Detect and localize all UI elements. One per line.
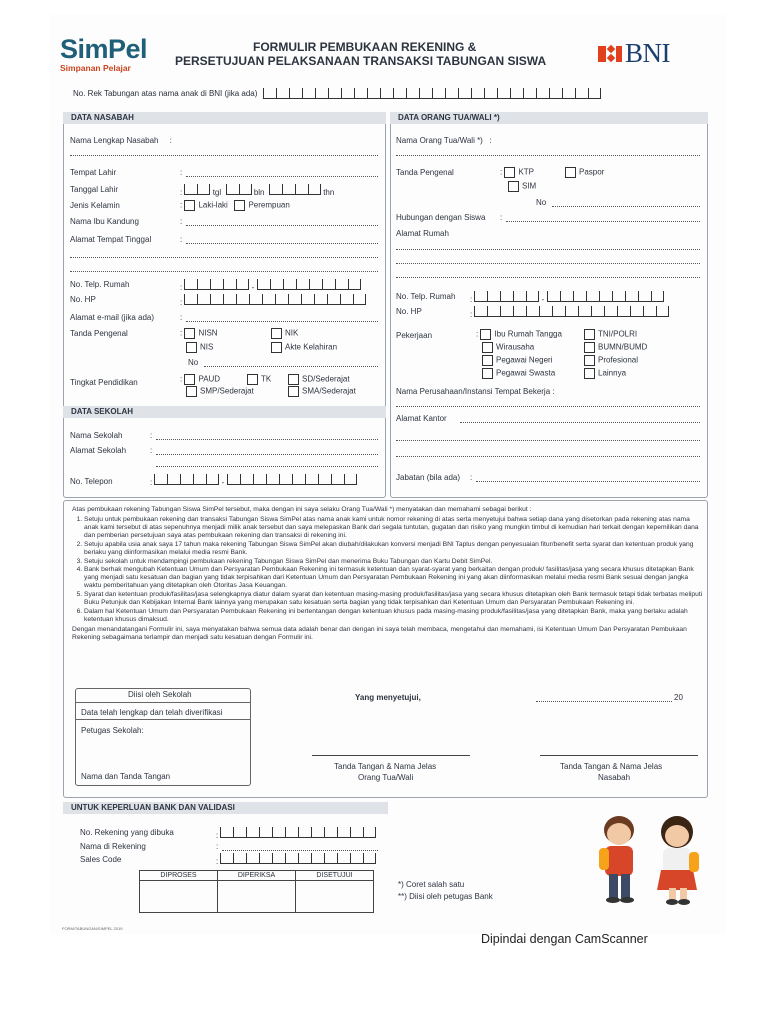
email-field[interactable] [186,321,378,322]
bni-logo-text: BNI [625,38,670,68]
yang-menyetujui-label: Yang menyetujui, [355,693,421,702]
alamat-sekolah-field-1[interactable] [156,454,378,455]
students-illustration [585,808,715,912]
ktp-checkbox[interactable] [504,167,515,178]
diproses-header: DIPROSES [140,871,218,881]
alamat-sekolah-label: Alamat Sekolah [70,446,127,455]
ortu-signature-label-2: Orang Tua/Wali [358,773,414,782]
alamat-rumah-field-1[interactable] [396,249,700,250]
ortu-telp-field[interactable]: : - [470,291,664,304]
alamat-field-3[interactable] [70,271,378,272]
diperiksa-cell[interactable] [218,881,296,913]
tanda-pengenal-ortu-label: Tanda Pengenal [396,168,454,177]
pekerjaan-label: Pekerjaan [396,331,433,340]
alamat-sekolah-field-2[interactable] [156,466,378,467]
no-rekening-label: No. Rekening yang dibuka [80,828,174,837]
nisn-checkbox[interactable] [184,328,195,339]
form-title-line2: PERSETUJUAN PELAKSANAAN TRANSAKSI TABUNGAN SISWA [175,54,547,68]
form-title-line1: FORMULIR PEMBUKAAN REKENING & [253,40,477,54]
data-sekolah-title: DATA SEKOLAH [63,406,386,418]
smp-checkbox[interactable] [186,386,197,397]
sales-code-field[interactable]: : [216,853,376,866]
disetujui-cell[interactable] [296,881,374,913]
nama-sekolah-field[interactable] [156,439,378,440]
ortu-hp-label: No. HP [396,307,422,316]
simpel-logo-text: SimPel [60,34,148,64]
simpel-logo [60,34,147,73]
ps-checkbox[interactable] [482,368,493,379]
no-rekening-field[interactable]: : [216,827,376,840]
alamat-field-2[interactable] [70,257,378,258]
nama-ttd-label: Nama dan Tanda Tangan [81,772,171,781]
form-title [175,40,585,68]
alamat-kantor-field-1[interactable] [460,422,700,423]
tanda-pengenal-label: Tanda Pengenal [70,329,128,338]
laki-checkbox[interactable] [184,200,195,211]
petugas-sekolah-label: Petugas Sekolah: [81,726,144,735]
disetujui-header: DISETUJUI [296,871,374,881]
id-no-label: No [188,358,199,367]
terms-list [72,516,704,624]
data-orangtua-title: DATA ORANG TUA/WALI *) [390,112,708,124]
jabatan-field[interactable] [476,481,700,482]
terms-item: 4. Bank berhak mengubah Ketentuan Umum dan Persyaratan Pembukaan Rekening ini termasuk ketentuan dan syarat-syarat yang berkaitan dengan produk/ fasilitas/jasa yang secara khusus ditetapkan Bank yang menjadi satu kesatuan dan bagian yang tidak terpisahkan dari Ketentuan Umum dan Persyaratan Pembukaan Rekening ini yang akan diinformasikan melalui media resmi Bank sesuai dengan jangka waktu pemberitahuan yang ditetapkan oleh Otoritas Jasa Keuangan. [84,566,704,590]
ibu-kandung-field[interactable] [186,225,378,226]
alamat-kantor-label: Alamat Kantor [396,414,447,423]
nama-lengkap-field[interactable] [70,155,378,156]
nasabah-signature-line[interactable] [540,755,698,756]
hubungan-label: Hubungan dengan Siswa [396,213,486,222]
tanggal-lahir-field[interactable]: : tgl bln thn [180,184,334,197]
data-nasabah-panel [63,112,386,408]
ortu-id-no-label: No [536,198,547,207]
note-petugas: **) Diisi oleh petugas Bank [398,892,493,901]
nasabah-signature-label-1: Tanda Tangan & Nama Jelas [560,762,663,771]
nis-checkbox[interactable] [186,342,197,353]
alamat-kantor-field-3[interactable] [396,456,700,457]
terms-item: 1. Setuju untuk pembukaan rekening dan transaksi Tabungan Siswa SimPel atas nama anak kami untuk nomor rekening di atas serta menyetujui bahwa setiap dana yang disetorkan pada rekening atas nama anak kami tersebut di atas sepenuhnya menjadi milik anak tersebut dan saya melepaskan Bank dari segala tuntutan, gugatan dan risiko yang mungkin timbul di kemudian hari terkait dengan kepemilikan dana dan pemberian persetujuan saya atas pembukaan rekening dan transaksi di rekening ini. [84,516,704,540]
profesional-checkbox[interactable] [584,355,595,366]
date-field[interactable] [536,701,672,702]
terms-item: 5. Syarat dan ketentuan produk/fasilitas/jasa selengkapnya diatur dalam syarat dan ketentuan masing-masing produk/fasilitas/jasa yang secara khusus ditetapkan oleh Bank termasuk tetapi tidak terbatas meliputi Buku Petunjuk dan Kebijakan Internal Bank lainnya yang merupakan satu kesatuan serta bagian yang tidak terpisahkan dari Ketentuan Umum dan Persyaratan Pembukaan Rekening ini. [84,591,704,607]
form-code: FORM/TABUNGAN/SIMPEL 2019 [62,926,123,931]
account-number-boxes[interactable] [263,88,601,99]
approval-table [139,870,374,913]
sales-code-label: Sales Code [80,855,122,864]
account-number-row [73,88,601,99]
ortu-id-no-field[interactable] [552,206,700,207]
akte-checkbox[interactable] [271,342,282,353]
telepon-sekolah-label: No. Telepon [70,477,113,486]
terms-item: 3. Setuju sekolah untuk mendampingi pembukaan rekening Tabungan Siswa SimPel dan menerima Buku Tabungan dan Kartu Debit SimPel. [84,558,704,566]
date-year-label: 20 [674,693,683,702]
nik-checkbox[interactable] [271,328,282,339]
perusahaan-field[interactable] [396,406,700,407]
telp-rumah-label: No. Telp. Rumah [70,280,130,289]
ortu-signature-label-1: Tanda Tangan & Nama Jelas [334,762,437,771]
data-nasabah-title: DATA NASABAH [63,112,386,124]
alamat-rumah-field-3[interactable] [396,277,700,278]
bni-logo [598,38,670,69]
sma-checkbox[interactable] [288,386,299,397]
jabatan-label: Jabatan (bila ada) [396,473,461,482]
terms-intro: Atas pembukaan rekening Tabungan Siswa SimPel tersebut, maka dengan ini saya selaku Orang Tua/Wali *) menyatakan dan memahami sebagai berikut : [72,506,532,513]
ibu-kandung-label: Nama Ibu Kandung [70,217,139,226]
school-verification-title: Diisi oleh Sekolah [128,690,192,699]
sim-checkbox[interactable] [508,181,519,192]
alamat-field-1[interactable] [186,243,378,244]
account-number-label: No. Rek Tabungan atas nama anak di BNI (jika ada) [73,89,258,98]
ortu-signature-line[interactable] [312,755,470,756]
bni-logo-icon [598,44,622,64]
pn-checkbox[interactable] [482,355,493,366]
nama-rekening-label: Nama di Rekening [80,842,146,851]
perusahaan-label: Nama Perusahaan/Instansi Tempat Bekerja : [396,387,555,396]
terms-closing: Dengan menandatangani Formulir ini, saya menyatakan bahwa semua data adalah benar dan dengan ini saya telah membaca, mengetahui dan memahami, isi Ketentuan Umum Dan Persyaratan Pembukaan Rekening sebagaimana terlampir dan menjadi satu kesatuan dengan Formulir ini. [72,625,687,641]
tempat-lahir-label: Tempat Lahir [70,168,117,177]
alamat-rumah-field-2[interactable] [396,263,700,264]
nama-lengkap-label: Nama Lengkap Nasabah : [70,136,172,145]
paspor-checkbox[interactable] [565,167,576,178]
alamat-label: Alamat Tempat Tinggal [70,235,152,244]
nama-ortu-field[interactable] [396,155,700,156]
note-coret: *) Coret salah satu [398,880,465,889]
hp-label: No. HP [70,295,96,304]
terms-text [72,506,704,642]
lainnya-checkbox[interactable] [584,368,595,379]
alamat-kantor-field-2[interactable] [396,440,700,441]
sd-checkbox[interactable] [288,374,299,385]
terms-item: 6. Dalam hal Ketentuan Umum dan Persyaratan Pembukaan Rekening ini bertentangan dengan ketentuan khusus pada masing-masing produk/fasilitas/jasa yang ditetapkan Bank, maka yang berlaku adalah ketentuan khusus dimaksud. [84,608,704,624]
tempat-lahir-field[interactable] [186,176,378,177]
wirausaha-checkbox[interactable] [482,342,493,353]
telepon-sekolah-field[interactable]: : - [150,474,357,487]
diproses-cell[interactable] [140,881,218,913]
bumn-checkbox[interactable] [584,342,595,353]
alamat-rumah-label: Alamat Rumah [396,229,449,238]
jenis-kelamin-label: Jenis Kelamin [70,201,120,210]
tingkat-pendidikan-label: Tingkat Pendidikan [70,378,138,387]
hubungan-field[interactable] [506,221,700,222]
school-verified-label: Data telah lengkap dan telah diverifikasi [81,708,223,717]
perempuan-checkbox[interactable] [234,200,245,211]
irt-checkbox[interactable] [480,329,491,340]
ortu-telp-label: No. Telp. Rumah [396,292,456,301]
camscanner-watermark: Dipindai dengan CamScanner [481,932,648,946]
tk-checkbox[interactable] [247,374,258,385]
nama-rekening-field[interactable] [222,850,378,851]
terms-item: 2. Setuju apabila usia anak saya 17 tahun maka rekening Tabungan Siswa SimPel akan diubah/dilakukan konversi menjadi BNI Taplus dengan penyesuaian fitur/benefit serta syarat dan ketentuan produk yang berlaku yang diinformasikan melalui media resmi Bank. [84,541,704,557]
paud-checkbox[interactable] [184,374,195,385]
email-label: Alamat e-mail (jika ada) [70,313,155,322]
nama-ortu-label: Nama Orang Tua/Wali *) : [396,136,492,145]
simpel-logo-subtitle: Simpanan Pelajar [60,63,131,73]
nasabah-signature-label-2: Nasabah [598,773,631,782]
ortu-hp-field[interactable]: : [470,306,669,319]
tanggal-lahir-label: Tanggal Lahir [70,185,119,194]
hp-field[interactable]: : [180,294,366,307]
tni-checkbox[interactable] [584,329,595,340]
nama-sekolah-label: Nama Sekolah [70,431,123,440]
diperiksa-header: DIPERIKSA [218,871,296,881]
id-no-field[interactable] [204,366,378,367]
telp-rumah-field[interactable]: : - [180,279,361,292]
bank-section-title: UNTUK KEPERLUAN BANK DAN VALIDASI [63,802,388,814]
